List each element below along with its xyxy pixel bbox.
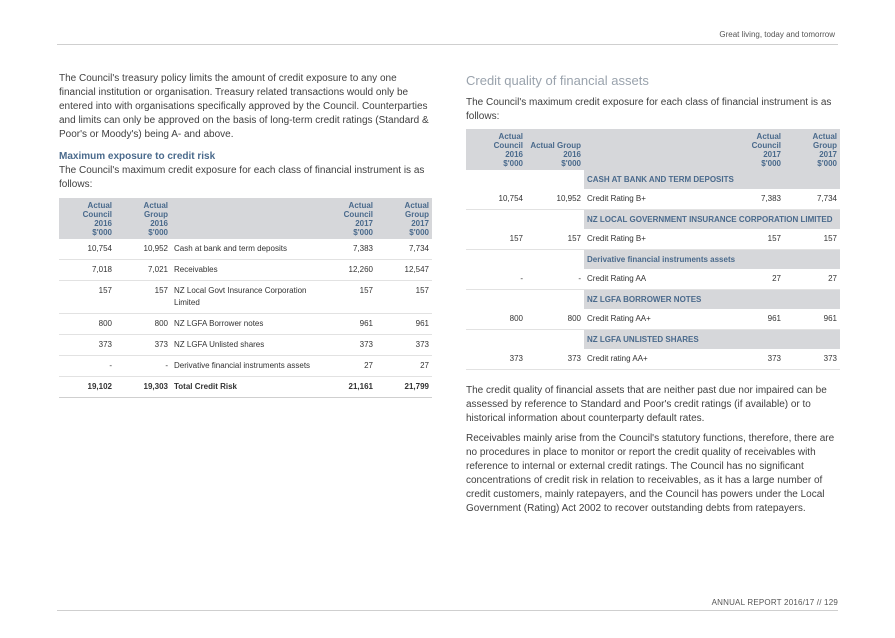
table-header-row xyxy=(59,198,432,239)
cell-group-2017: 27 xyxy=(784,269,840,290)
cell-council-2017: 157 xyxy=(724,229,784,250)
treasury-policy-paragraph: The Council's treasury policy limits the amount of credit exposure to any one financial institution or organisation. Treasury related transactions would only be entered into with organisations specifically approved by the Council. Counterparties and limits can only be approved on the basis of long-term credit ratings (Standard & Poor's or Moody's) being A- and above. xyxy=(59,73,429,140)
cell-label: Cash at bank and term deposits xyxy=(171,239,318,260)
group-heading-row xyxy=(466,170,840,189)
page-header-title: Great living, today and tomorrow xyxy=(719,30,835,39)
cell-council-2017: 157 xyxy=(318,281,376,314)
credit-quality-title: Credit quality of financial assets xyxy=(466,73,649,88)
credit-quality-paragraph: The credit quality of financial assets that are neither past due nor impaired can be assessed by reference to Standard and Poor's credit ratings (if available) or to historical information about counterparty default rates. xyxy=(466,385,827,424)
table-row xyxy=(466,309,840,330)
col-header-council-2017: Actual Council 2017 $'000 xyxy=(318,198,376,239)
cell-group-2016: 10,952 xyxy=(115,239,171,260)
cell-council-2016: 157 xyxy=(59,281,115,314)
cell-council-2016: 373 xyxy=(466,349,526,370)
cell-council-2016: - xyxy=(59,356,115,377)
right-column xyxy=(466,72,840,522)
col-header-council-2017: Actual Council 2017 $'000 xyxy=(724,129,784,170)
col-header-description xyxy=(584,129,724,170)
col-header-council-2016: Actual Council 2016 $'000 xyxy=(466,129,526,170)
col-header-council-2016: Actual Council 2016 $'000 xyxy=(59,198,115,239)
total-council-2017: 21,161 xyxy=(318,377,376,398)
credit-quality-lead: The Council's maximum credit exposure for each class of financial instrument is as follows: xyxy=(466,97,832,122)
cell-group-2017: 373 xyxy=(784,349,840,370)
blank-cell xyxy=(466,330,584,350)
table-row xyxy=(59,356,432,377)
cell-council-2016: 800 xyxy=(59,314,115,335)
table-header-row xyxy=(466,129,840,170)
cell-council-2017: 7,383 xyxy=(724,189,784,210)
cell-label: Credit Rating B+ xyxy=(584,229,724,250)
col-header-group-2016: Actual Group 2016 $'000 xyxy=(115,198,171,239)
cell-label: NZ LGFA Borrower notes xyxy=(171,314,318,335)
cell-group-2016: 157 xyxy=(526,229,584,250)
cell-group-2016: - xyxy=(115,356,171,377)
table-row xyxy=(466,229,840,250)
cell-group-2016: 373 xyxy=(526,349,584,370)
total-label: Total Credit Risk xyxy=(171,377,318,398)
cell-council-2016: 800 xyxy=(466,309,526,330)
table-row xyxy=(59,335,432,356)
max-exposure-heading: Maximum exposure to credit risk xyxy=(59,151,216,162)
group-heading: NZ LGFA UNLISTED SHARES xyxy=(584,330,840,350)
footer-divider xyxy=(57,610,838,611)
blank-cell xyxy=(466,210,584,230)
col-header-group-2016: Actual Group 2016 $'000 xyxy=(526,129,584,170)
cell-group-2017: 157 xyxy=(784,229,840,250)
cell-council-2017: 7,383 xyxy=(318,239,376,260)
cell-group-2017: 961 xyxy=(376,314,432,335)
cell-label: Receivables xyxy=(171,260,318,281)
cell-label: NZ LGFA Unlisted shares xyxy=(171,335,318,356)
cell-council-2016: 10,754 xyxy=(59,239,115,260)
group-heading-row xyxy=(466,210,840,230)
group-heading-row xyxy=(466,330,840,350)
cell-group-2016: 10,952 xyxy=(526,189,584,210)
total-row xyxy=(59,377,432,398)
cell-group-2016: 373 xyxy=(115,335,171,356)
cell-group-2017: 157 xyxy=(376,281,432,314)
cell-group-2016: - xyxy=(526,269,584,290)
table-row xyxy=(59,239,432,260)
cell-label: Derivative financial instruments assets xyxy=(171,356,318,377)
max-exposure-lead: The Council's maximum credit exposure for each class of financial instrument is as follows: xyxy=(59,165,425,190)
cell-label: Credit Rating AA xyxy=(584,269,724,290)
blank-cell xyxy=(466,290,584,310)
cell-label: Credit rating AA+ xyxy=(584,349,724,370)
cell-group-2016: 800 xyxy=(115,314,171,335)
blank-cell xyxy=(466,170,584,189)
blank-cell xyxy=(466,250,584,270)
table-row xyxy=(59,314,432,335)
page-footer: ANNUAL REPORT 2016/17 // 129 xyxy=(711,598,838,607)
total-group-2016: 19,303 xyxy=(115,377,171,398)
cell-group-2016: 7,021 xyxy=(115,260,171,281)
group-heading: NZ LOCAL GOVERNMENT INSURANCE CORPORATION LIMITED xyxy=(584,210,840,230)
total-council-2016: 19,102 xyxy=(59,377,115,398)
cell-group-2017: 373 xyxy=(376,335,432,356)
cell-council-2016: 157 xyxy=(466,229,526,250)
cell-group-2017: 12,547 xyxy=(376,260,432,281)
cell-label: Credit Rating AA+ xyxy=(584,309,724,330)
table-row xyxy=(466,269,840,290)
credit-quality-table xyxy=(466,129,840,370)
cell-council-2017: 27 xyxy=(724,269,784,290)
col-header-group-2017: Actual Group 2017 $'000 xyxy=(376,198,432,239)
cell-council-2017: 961 xyxy=(724,309,784,330)
group-heading: CASH AT BANK AND TERM DEPOSITS xyxy=(584,170,840,189)
cell-council-2017: 27 xyxy=(318,356,376,377)
cell-group-2017: 7,734 xyxy=(376,239,432,260)
header-divider xyxy=(57,44,838,45)
left-column xyxy=(59,72,432,398)
cell-group-2017: 961 xyxy=(784,309,840,330)
cell-council-2017: 12,260 xyxy=(318,260,376,281)
col-header-description xyxy=(171,198,318,239)
table-row xyxy=(466,349,840,370)
total-group-2017: 21,799 xyxy=(376,377,432,398)
credit-exposure-table xyxy=(59,198,432,398)
receivables-paragraph: Receivables mainly arise from the Council's statutory functions, therefore, there are no procedures in place to monitor or report the credit quality of receivables with reference to internal or external credit ratings. The Council has no significant concentrations of credit risk in relation to receivables, as it has a large number of credit customers, mainly ratepayers, and the Council has powers under the Local Government (Rating) Act 2002 to recover outstanding debts from ratepayers. xyxy=(466,433,835,514)
group-heading-row xyxy=(466,290,840,310)
group-heading-row xyxy=(466,250,840,270)
cell-council-2017: 373 xyxy=(318,335,376,356)
table-row xyxy=(466,189,840,210)
cell-group-2016: 800 xyxy=(526,309,584,330)
group-heading: NZ LGFA BORROWER NOTES xyxy=(584,290,840,310)
group-heading: Derivative financial instruments assets xyxy=(584,250,840,270)
col-header-group-2017: Actual Group 2017 $'000 xyxy=(784,129,840,170)
cell-label: Credit Rating B+ xyxy=(584,189,724,210)
table-row xyxy=(59,281,432,314)
cell-group-2016: 157 xyxy=(115,281,171,314)
cell-group-2017: 7,734 xyxy=(784,189,840,210)
cell-council-2016: 373 xyxy=(59,335,115,356)
table-row xyxy=(59,260,432,281)
cell-council-2016: 7,018 xyxy=(59,260,115,281)
cell-council-2017: 961 xyxy=(318,314,376,335)
cell-council-2016: - xyxy=(466,269,526,290)
cell-council-2016: 10,754 xyxy=(466,189,526,210)
cell-council-2017: 373 xyxy=(724,349,784,370)
cell-group-2017: 27 xyxy=(376,356,432,377)
cell-label: NZ Local Govt Insurance Corporation Limited xyxy=(171,281,318,314)
